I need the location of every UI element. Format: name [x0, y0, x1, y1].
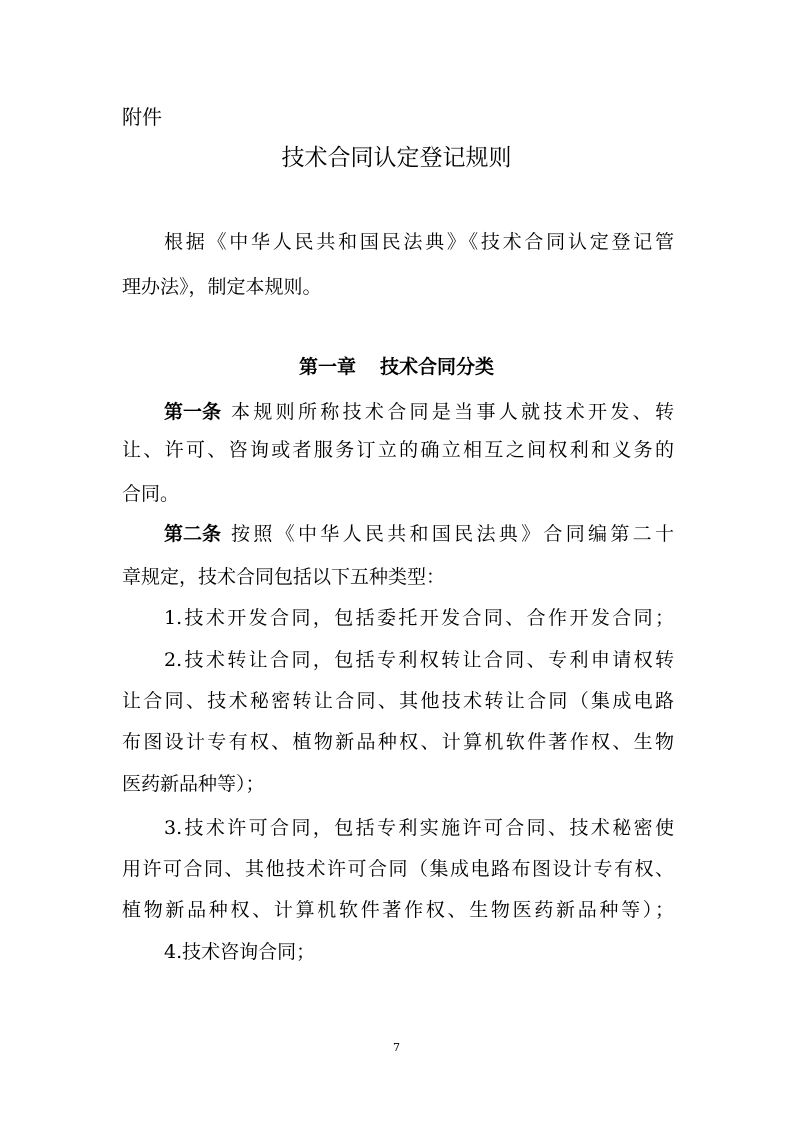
item-3-line-1: 3.技术许可合同，包括专利实施许可合同、技术秘密使: [164, 817, 674, 839]
chapter-name: 技术合同分类: [380, 356, 495, 378]
item-2-line-2: 让合同、技术秘密转让合同、其他技术转让合同（集成电路: [122, 690, 674, 712]
item-2-line-4: 医药新品种等）；: [122, 773, 265, 795]
chapter-number: 第一章: [298, 356, 356, 378]
item-3-line-3: 植物新品种权、计算机软件著作权、生物医药新品种等）；: [122, 899, 674, 921]
article-2-line-2: 章规定，技术合同包括以下五种类型：: [122, 566, 446, 588]
chapter-heading: [0, 354, 793, 380]
preamble-line-1: 根据《中华人民共和国民法典》《技术合同认定登记管: [164, 231, 674, 253]
item-2-line-1: 2.技术转让合同，包括专利权转让合同、专利申请权转: [164, 649, 674, 671]
article-1-label: 第一条: [164, 401, 222, 423]
article-2-line-1: [164, 521, 674, 547]
item-2-line-3: 布图设计专有权、植物新品种权、计算机软件著作权、生物: [122, 731, 674, 753]
page-number: 7: [393, 1041, 400, 1054]
article-1-line-1: [164, 399, 674, 425]
document-title: 技术合同认定登记规则: [281, 145, 512, 171]
item-3-line-2: 用许可合同、其他技术许可合同（集成电路布图设计专有权、: [122, 858, 674, 880]
article-1-text-1: 本规则所称技术合同是当事人就技术开发、转: [231, 401, 674, 423]
article-1-line-2: 让、许可、咨询或者服务订立的确立相互之间权利和义务的: [122, 439, 674, 461]
item-1-line-1: 1.技术开发合同，包括委托开发合同、合作开发合同；: [164, 607, 674, 629]
article-2-text-1: 按照《中华人民共和国民法典》合同编第二十: [231, 523, 674, 545]
article-1-line-3: 合同。: [122, 483, 180, 505]
annex-label: 附件: [122, 105, 162, 129]
preamble-line-2: 理办法》，制定本规则。: [122, 276, 322, 298]
item-4-line-1: 4.技术咨询合同；: [164, 941, 316, 963]
article-2-label: 第二条: [164, 523, 222, 545]
